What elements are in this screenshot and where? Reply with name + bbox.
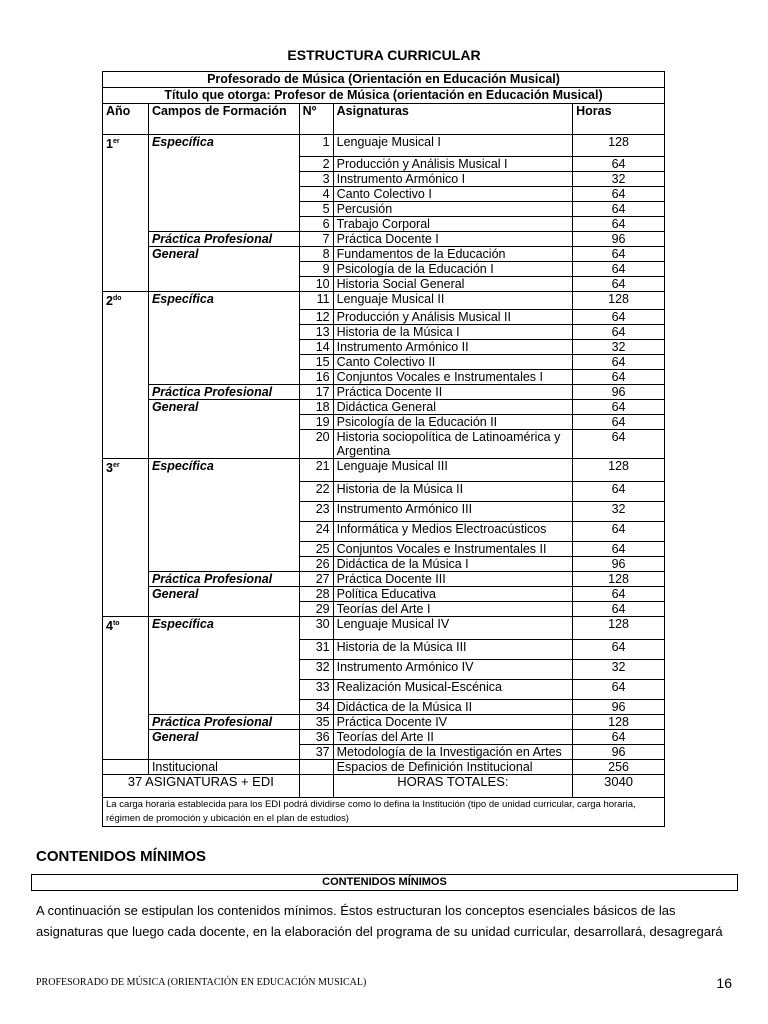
table-row: 23 Instrumento Armónico III 32 <box>103 502 665 522</box>
page-number: 16 <box>716 975 732 991</box>
degree-row <box>103 88 665 104</box>
header-hours: Horas <box>573 104 665 135</box>
header-subject: Asignaturas <box>333 104 573 135</box>
year-cell: 3er <box>103 459 149 617</box>
total-hours: 3040 <box>573 775 665 798</box>
total-subjects: 37 ASIGNATURAS + EDI <box>103 775 300 798</box>
curriculum-table <box>102 71 665 827</box>
table-row: $4^{to}$ Específica 30 Lenguaje Musical IV 128 <box>103 617 665 640</box>
field-cell: General <box>148 247 299 292</box>
field-cell: Específica <box>148 617 299 715</box>
table-row: General 8 Fundamentos de la Educación 64 <box>103 247 665 262</box>
field-cell: Específica <box>148 459 299 572</box>
table-row: Práctica Profesional 17 Práctica Docente II 96 <box>103 385 665 400</box>
table-row: 25 Conjuntos Vocales e Instrumentales II 64 <box>103 542 665 557</box>
table-row: 6 Trabajo Corporal 64 <box>103 217 665 232</box>
header-field: Campos de Formación <box>148 104 299 135</box>
table-row: 34 Didáctica de la Música II 96 <box>103 700 665 715</box>
table-row: General 28 Política Educativa 64 <box>103 587 665 602</box>
field-cell: Práctica Profesional <box>148 572 299 587</box>
table-row: General 36 Teorías del Arte II 64 <box>103 730 665 745</box>
table-row: 33 Realización Musical-Escénica 64 <box>103 680 665 700</box>
table-row: 1er Específica 1 Lenguaje Musical I 128 <box>103 135 665 157</box>
field-cell: General <box>148 730 299 760</box>
table-row: Práctica Profesional 35 Práctica Docente IV 128 <box>103 715 665 730</box>
table-row: General 18 Didáctica General 64 <box>103 400 665 415</box>
table-row: 10 Historia Social General 64 <box>103 277 665 292</box>
degree-title: Título que otorga: Profesor de Música (orientación en Educación Musical) <box>103 88 665 104</box>
table-row: 37 Metodología de la Investigación en Artes 96 <box>103 745 665 760</box>
note-row <box>103 798 665 827</box>
year-cell: $2^{do}$ <box>103 292 149 459</box>
body-paragraph: A continuación se estipulan los contenidos mínimos. Éstos estructuran los conceptos esenciales básicos de las asignaturas que luego cada docente, en la elaboración del programa de su unidad curricular, desarrollará, desagregará <box>36 903 723 939</box>
field-cell: General <box>148 587 299 617</box>
field-cell: Específica <box>148 135 299 232</box>
table-row: 29 Teorías del Arte I 64 <box>103 602 665 617</box>
table-row: $2^{do}$ Específica 11 Lenguaje Musical II 128 <box>103 292 665 310</box>
section-heading: CONTENIDOS MÍNIMOS <box>36 848 207 865</box>
field-cell: Específica <box>148 292 299 385</box>
table-row: 5 Percusión 64 <box>103 202 665 217</box>
section-box-label: CONTENIDOS MÍNIMOS <box>31 874 738 891</box>
table-row: 2 Producción y Análisis Musical I 64 <box>103 157 665 172</box>
field-cell: General <box>148 400 299 459</box>
table-row: 13 Historia de la Música I 64 <box>103 325 665 340</box>
table-row: Práctica Profesional 7 Práctica Docente I 96 <box>103 232 665 247</box>
table-row: 26 Didáctica de la Música I 96 <box>103 557 665 572</box>
program-title: Profesorado de Música (Orientación en Educación Musical) <box>103 72 665 88</box>
table-row: 14 Instrumento Armónico II 32 <box>103 340 665 355</box>
page-title: ESTRUCTURA CURRICULAR <box>287 47 481 63</box>
table-row: 16 Conjuntos Vocales e Instrumentales I 64 <box>103 370 665 385</box>
table-row: 3 Instrumento Armónico I 32 <box>103 172 665 187</box>
field-cell: Práctica Profesional <box>148 385 299 400</box>
table-row: 15 Canto Colectivo II 64 <box>103 355 665 370</box>
header-year: Año <box>103 104 149 135</box>
header-num: Nº <box>299 104 333 135</box>
table-row: 20 Historia sociopolítica de Latinoamérica y Argentina 64 <box>103 430 665 459</box>
year-cell: 1er <box>103 135 149 292</box>
page-footer: PROFESORADO DE MÚSICA (ORIENTACIÓN EN EDUCACIÓN MUSICAL) <box>36 977 367 988</box>
field-cell: Práctica Profesional <box>148 232 299 247</box>
table-row: 19 Psicología de la Educación II 64 <box>103 415 665 430</box>
table-row: 32 Instrumento Armónico IV 32 <box>103 660 665 680</box>
table-row: Práctica Profesional 27 Práctica Docente III 128 <box>103 572 665 587</box>
table-row: 9 Psicología de la Educación I 64 <box>103 262 665 277</box>
table-row: 12 Producción y Análisis Musical II 64 <box>103 310 665 325</box>
table-row: 22 Historia de la Música II 64 <box>103 482 665 502</box>
column-headers <box>103 104 665 135</box>
total-label: HORAS TOTALES: <box>333 775 573 798</box>
year-cell: $4^{to}$ <box>103 617 149 760</box>
field-cell: Institucional <box>148 760 299 775</box>
table-row: Institucional Espacios de Definición Institucional 256 <box>103 760 665 775</box>
table-row: 24 Informática y Medios Electroacústicos 64 <box>103 522 665 542</box>
table-row: 4 Canto Colectivo I 64 <box>103 187 665 202</box>
table-row: 31 Historia de la Música III 64 <box>103 640 665 660</box>
field-cell: Práctica Profesional <box>148 715 299 730</box>
program-row <box>103 72 665 88</box>
totals-row <box>103 775 665 798</box>
table-note: La carga horaria establecida para los EDI podrá dividirse como lo defina la Institución (tipo de unidad curricular, carga horaria, régimen de promoción y ubicación en el plan de estudios) <box>103 798 665 827</box>
table-row: 3er Específica 21 Lenguaje Musical III 128 <box>103 459 665 482</box>
